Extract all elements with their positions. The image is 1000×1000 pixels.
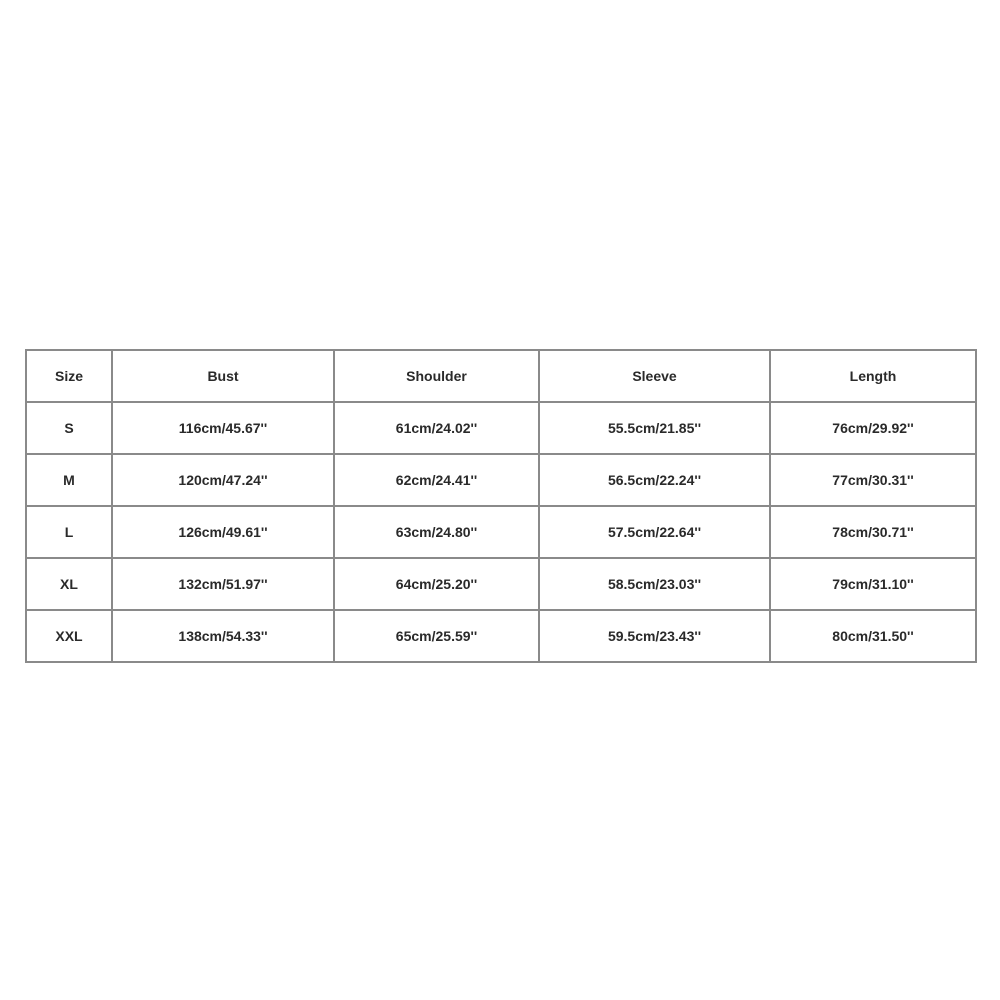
cell-bust: 116cm/45.67'': [112, 402, 334, 454]
cell-shoulder: 62cm/24.41'': [334, 454, 539, 506]
table-row: [26, 558, 976, 610]
cell-bust: 120cm/47.24'': [112, 454, 334, 506]
cell-length: 78cm/30.71'': [770, 506, 976, 558]
cell-size: XXL: [26, 610, 112, 662]
cell-length: 80cm/31.50'': [770, 610, 976, 662]
header-row: [26, 350, 976, 402]
cell-sleeve: 55.5cm/21.85'': [539, 402, 770, 454]
cell-bust: 138cm/54.33'': [112, 610, 334, 662]
table-row: [26, 454, 976, 506]
cell-sleeve: 58.5cm/23.03'': [539, 558, 770, 610]
cell-shoulder: 61cm/24.02'': [334, 402, 539, 454]
cell-size: M: [26, 454, 112, 506]
table-body: [26, 402, 976, 662]
header-bust: Bust: [112, 350, 334, 402]
header-shoulder: Shoulder: [334, 350, 539, 402]
size-chart-table: [25, 349, 977, 663]
table-header: [26, 350, 976, 402]
cell-shoulder: 63cm/24.80'': [334, 506, 539, 558]
cell-length: 77cm/30.31'': [770, 454, 976, 506]
cell-sleeve: 56.5cm/22.24'': [539, 454, 770, 506]
cell-shoulder: 65cm/25.59'': [334, 610, 539, 662]
cell-sleeve: 59.5cm/23.43'': [539, 610, 770, 662]
cell-length: 79cm/31.10'': [770, 558, 976, 610]
cell-bust: 132cm/51.97'': [112, 558, 334, 610]
cell-length: 76cm/29.92'': [770, 402, 976, 454]
cell-shoulder: 64cm/25.20'': [334, 558, 539, 610]
header-length: Length: [770, 350, 976, 402]
table-row: [26, 506, 976, 558]
header-size: Size: [26, 350, 112, 402]
cell-size: XL: [26, 558, 112, 610]
cell-size: L: [26, 506, 112, 558]
cell-sleeve: 57.5cm/22.64'': [539, 506, 770, 558]
header-sleeve: Sleeve: [539, 350, 770, 402]
cell-bust: 126cm/49.61'': [112, 506, 334, 558]
cell-size: S: [26, 402, 112, 454]
table-row: [26, 402, 976, 454]
table-row: [26, 610, 976, 662]
